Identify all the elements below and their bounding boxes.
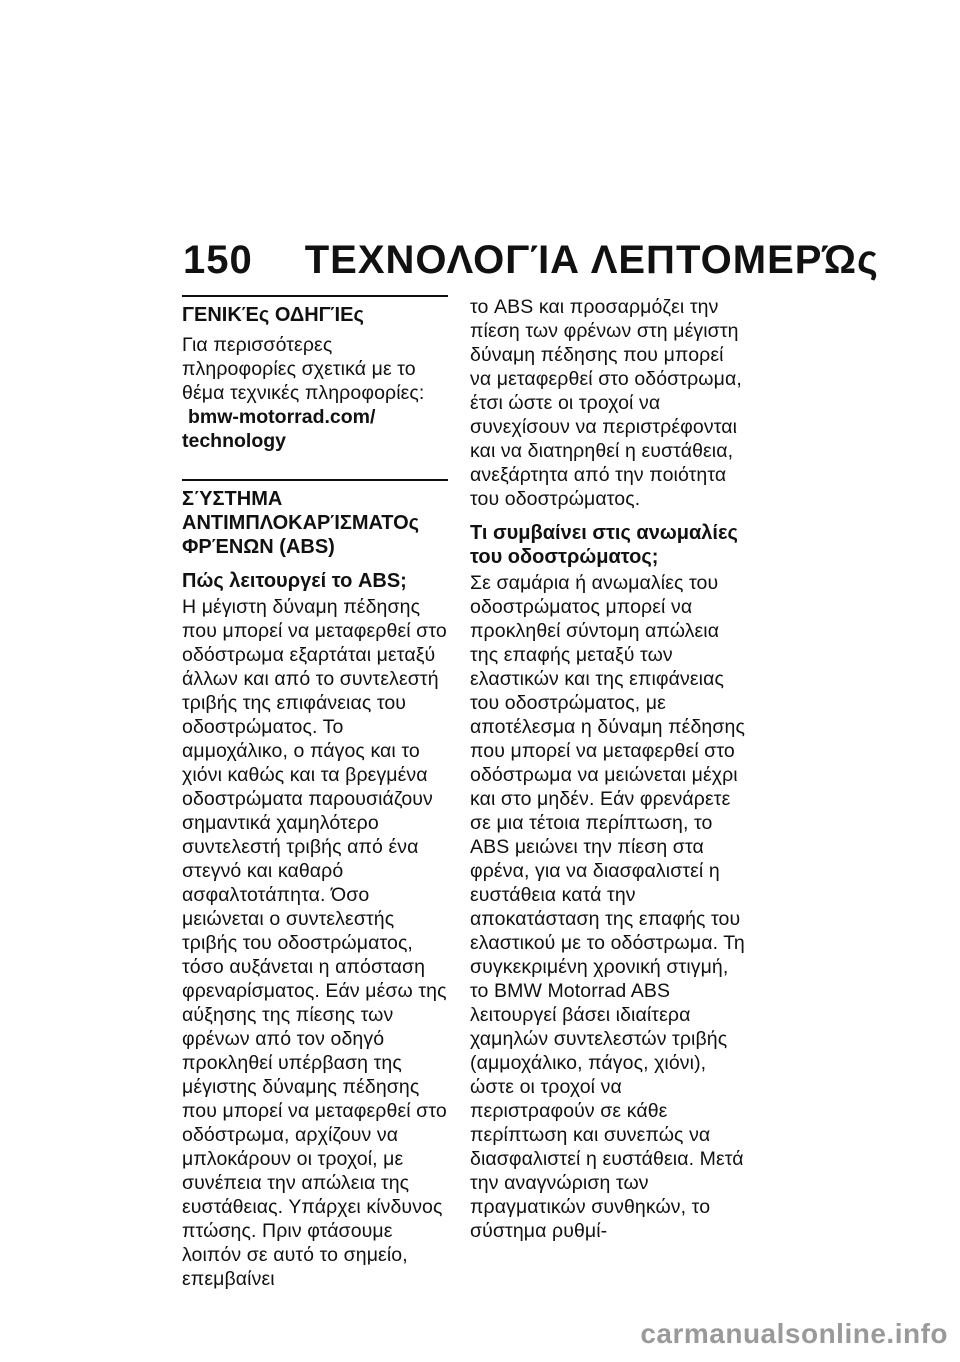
link-line-2[interactable]: technology: [182, 430, 287, 452]
watermark: carmanualsonline.info: [640, 1318, 948, 1349]
left-column: [182, 295, 448, 1297]
general-section: [182, 295, 448, 453]
bumps-text: Σε σαμάρια ή ανωμαλίες του οδοστρώματος μπορεί να προκληθεί σύντομη απώλεια της επαφής μεταξύ των ελαστικών και της επιφάνειας του οδοστρώματος, με αποτέλεσμα η δύναμη πέδησης που μπορεί να μεταφερθεί στο οδόστρωμα να μειώνεται μέχρι και στο μηδέν. Εάν φρενάρετε σε μια τέτοια περίπτωση, το ABS μειώνει την πίεση στα φρένα, για να διασφαλιστεί η ευστάθεια κατά την αποκατάσταση της επαφής του ελαστικού με το οδόστρωμα. Τη συγκεκριμένη χρονική στιγμή, το BMW Motorrad ABS λειτουργεί βάσει ιδιαίτερα χαμηλών συντελεστών τριβής (αμμοχάλικο, πάγος, χιόνι), ώστε οι τροχοί να περιστραφούν σε κάθε περίπτωση και συνεπώς να διασφαλιστεί η ευστάθεια. Μετά την αναγνώριση των πραγματικών συνθηκών, το σύστημα ρυθμί-: [470, 572, 745, 1242]
section-divider: [182, 479, 448, 481]
section-divider: [182, 295, 448, 297]
general-text: Για περισσότερες πληροφορίες σχετικά με το θέμα τεχνικές πληροφορίες:: [182, 334, 425, 404]
page-title: ΤΕΧΝΟΛΟΓΊΑ ΛΕΠΤΟΜΕΡΏς: [304, 238, 879, 282]
right-column: [470, 295, 746, 1243]
general-heading: ΓΕΝΙΚΈς ΟΔΗΓΊΕς: [182, 304, 364, 326]
technology-link[interactable]: [182, 405, 448, 453]
abs-text: Η μέγιστη δύναμη πέδησης που μπορεί να μεταφερθεί στο οδόστρωμα εξαρτάται μεταξύ άλλων και από το συντελεστή τριβής της επιφάνειας του οδοστρώματος. Το αμμοχάλικο, ο πάγος και το χιόνι καθώς και τα βρεγμένα οδοστρώματα παρουσιάζουν σημαντικά χαμηλότερο συντελεστή τριβής από ένα στεγνό και καθαρό ασφαλτοτάπητα. Όσο μειώνεται ο συντελεστής τριβής του οδοστρώματος, τόσο αυξάνεται η απόσταση φρεναρίσματος. Εάν μέσω της αύξησης της πίεσης των φρένων από τον οδηγό προκληθεί υπέρβαση της μέγιστης δύναμης πέδησης που μπορεί να μεταφερθεί στο οδόστρωμα, αρχίζουν να μπλοκάρουν οι τροχοί, με συνέπεια την απώλεια της ευστάθειας. Υπάρχει κίνδυνος πτώσης. Πριν φτάσουμε λοιπόν σε αυτό το σημείο, επεμβαίνει: [182, 596, 447, 1290]
abs-heading: ΣΎΣΤΗΜΑ ΑΝΤΙΜΠΛΟΚΑΡΊΣΜΑΤΟς ΦΡΈΝΩΝ (ABS): [182, 488, 420, 558]
abs-subheading: Πώς λειτουργεί το ABS;: [182, 570, 407, 592]
link-line-1[interactable]: bmw-motorrad.com/: [188, 406, 376, 428]
abs-continuation-text: το ABS και προσαρμόζει την πίεση των φρένων στη μέγιστη δύναμη πέδησης που μπορεί να μεταφερθεί στο οδόστρωμα, έτσι ώστε οι τροχοί να συνεχίσουν να περιστρέφονται και να διατηρηθεί η ευστάθεια, ανεξάρτητα από την ποιότητα του οδοστρώματος.: [470, 296, 742, 510]
page-number: 150: [183, 238, 253, 282]
page-header: [183, 238, 879, 283]
abs-section: [182, 479, 448, 1291]
bumps-subheading: Τι συμβαίνει στις ανωμαλίες του οδοστρώματος;: [470, 522, 738, 568]
